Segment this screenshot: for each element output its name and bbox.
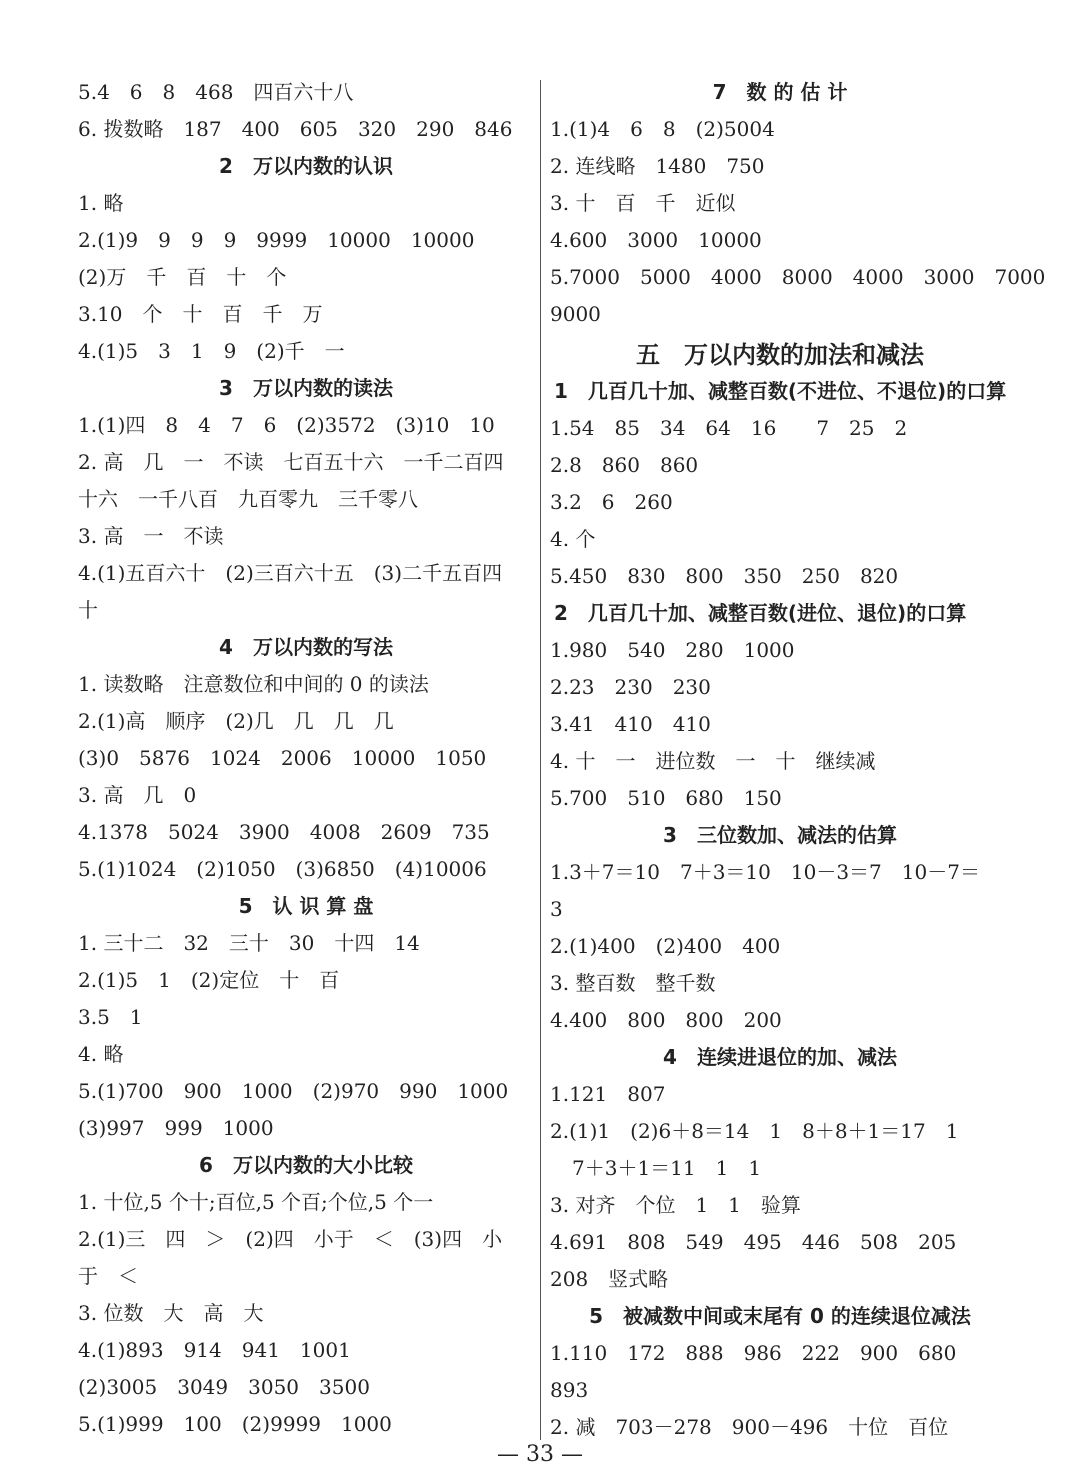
answer-line: 3.10 个 十 百 千 万 xyxy=(78,302,323,326)
answer-line: 1.980 540 280 1000 xyxy=(550,638,795,662)
section-heading: 3 万以内数的读法 xyxy=(219,376,393,400)
answer-line: 1.110 172 888 986 222 900 680 xyxy=(550,1341,957,1365)
answer-line: 7＋3＋1＝11 1 1 xyxy=(572,1156,762,1180)
answer-line: 3 xyxy=(550,897,563,921)
answer-line: (2)3005 3049 3050 3500 xyxy=(78,1375,370,1399)
section-heading: 6 万以内数的大小比较 xyxy=(199,1153,413,1177)
section-heading: 3 三位数加、减法的估算 xyxy=(663,823,897,847)
answer-line: 5.7000 5000 4000 8000 4000 3000 7000 xyxy=(550,265,1046,289)
answer-line: 5.(1)700 900 1000 (2)970 990 1000 xyxy=(78,1079,509,1103)
answer-line: 1. 略 xyxy=(78,191,124,215)
answer-line: 1.3＋7＝10 7＋3＝10 10－3＝7 10－7＝ xyxy=(550,860,980,884)
answer-line: 3. 整百数 整千数 xyxy=(550,971,716,995)
answer-line: 于 ＜ xyxy=(78,1264,138,1288)
unit-heading: 五 万以内数的加法和减法 xyxy=(636,340,924,369)
left-column xyxy=(78,74,534,1443)
answer-line: 5.700 510 680 150 xyxy=(550,786,782,810)
answer-line: 6. 拨数略 187 400 605 320 290 846 xyxy=(78,117,513,141)
answer-line: 5.4 6 8 468 四百六十八 xyxy=(78,80,354,104)
section-heading: 7 数 的 估 计 xyxy=(712,80,848,104)
answer-line: 1.(1)4 6 8 (2)5004 xyxy=(550,117,775,141)
answer-line: 4.400 800 800 200 xyxy=(550,1008,782,1032)
answer-line: 4.1378 5024 3900 4008 2609 735 xyxy=(78,820,490,844)
answer-line: 3.41 410 410 xyxy=(550,712,711,736)
answer-line: 2.23 230 230 xyxy=(550,675,711,699)
answer-line: 2.(1)三 四 ＞ (2)四 小于 ＜ (3)四 小 xyxy=(78,1227,503,1251)
answer-line: 3.2 6 260 xyxy=(550,490,673,514)
answer-line: 3. 十 百 千 近似 xyxy=(550,191,736,215)
answer-line: 十六 一千八百 九百零九 三千零八 xyxy=(78,487,418,511)
answer-line: 2. 高 几 一 不读 七百五十六 一千二百四 xyxy=(78,450,504,474)
column-divider xyxy=(540,80,541,1440)
answer-line: 208 竖式略 xyxy=(550,1267,669,1291)
answer-line: 4. 略 xyxy=(78,1042,124,1066)
answer-line: 2.(1)1 (2)6＋8＝14 1 8＋8＋1＝17 1 xyxy=(550,1119,959,1143)
answer-line: 2. 减 703－278 900－496 十位 百位 xyxy=(550,1415,949,1439)
section-heading: 2 几百几十加、减整百数(进位、退位)的口算 xyxy=(554,601,967,625)
answer-line: 1. 读数略 注意数位和中间的 0 的读法 xyxy=(78,672,429,696)
answer-line: 3. 位数 大 高 大 xyxy=(78,1301,264,1325)
answer-line: 5.(1)999 100 (2)9999 1000 xyxy=(78,1412,392,1436)
answer-line: 4.691 808 549 495 446 508 205 xyxy=(550,1230,957,1254)
answer-line: 2.(1)5 1 (2)定位 十 百 xyxy=(78,968,340,992)
answer-line: 893 xyxy=(550,1378,589,1402)
answer-line: 3. 高 一 不读 xyxy=(78,524,224,548)
answer-line: (3)997 999 1000 xyxy=(78,1116,274,1140)
section-heading: 5 认 识 算 盘 xyxy=(238,894,374,918)
answer-line: 4. 十 一 进位数 一 十 继续减 xyxy=(550,749,876,773)
answer-line: 4.(1)5 3 1 9 (2)千 一 xyxy=(78,339,345,363)
section-heading: 5 被减数中间或末尾有 0 的连续退位减法 xyxy=(589,1304,971,1328)
answer-line: (3)0 5876 1024 2006 10000 1050 xyxy=(78,746,487,770)
answer-line: 3. 高 几 0 xyxy=(78,783,197,807)
answer-line: 2.(1)400 (2)400 400 xyxy=(550,934,781,958)
answer-line: (2)万 千 百 十 个 xyxy=(78,265,287,289)
answer-line: 2.8 860 860 xyxy=(550,453,699,477)
answer-line: 1.121 807 xyxy=(550,1082,666,1106)
answer-line: 5.450 830 800 350 250 820 xyxy=(550,564,899,588)
right-column xyxy=(550,74,1046,1446)
answer-line: 1.(1)四 8 4 7 6 (2)3572 (3)10 10 xyxy=(78,413,495,437)
answer-line: 十 xyxy=(78,598,98,622)
section-heading: 4 连续进退位的加、减法 xyxy=(663,1045,897,1069)
answer-line: 4. 个 xyxy=(550,527,596,551)
answer-line: 4.(1)893 914 941 1001 xyxy=(78,1338,351,1362)
section-heading: 1 几百几十加、减整百数(不进位、不退位)的口算 xyxy=(554,379,1007,403)
page-number: — 33 — xyxy=(497,1442,583,1467)
answer-line: 3. 对齐 个位 1 1 验算 xyxy=(550,1193,801,1217)
answer-line: 2.(1)高 顺序 (2)几 几 几 几 xyxy=(78,709,394,733)
answer-line: 4.600 3000 10000 xyxy=(550,228,762,252)
section-heading: 4 万以内数的写法 xyxy=(219,635,393,659)
answer-line: 1. 十位,5 个十;百位,5 个百;个位,5 个一 xyxy=(78,1190,434,1214)
answer-line: 4.(1)五百六十 (2)三百六十五 (3)二千五百四 xyxy=(78,561,503,585)
answer-line: 2.(1)9 9 9 9 9999 10000 10000 xyxy=(78,228,475,252)
answer-line: 2. 连线略 1480 750 xyxy=(550,154,765,178)
answer-line: 9000 xyxy=(550,302,601,326)
answer-line: 1. 三十二 32 三十 30 十四 14 xyxy=(78,931,420,955)
answer-line: 1.54 85 34 64 16 7 25 2 xyxy=(550,416,908,440)
answer-line: 5.(1)1024 (2)1050 (3)6850 (4)10006 xyxy=(78,857,487,881)
answer-line: 3.5 1 xyxy=(78,1005,143,1029)
section-heading: 2 万以内数的认识 xyxy=(219,154,393,178)
